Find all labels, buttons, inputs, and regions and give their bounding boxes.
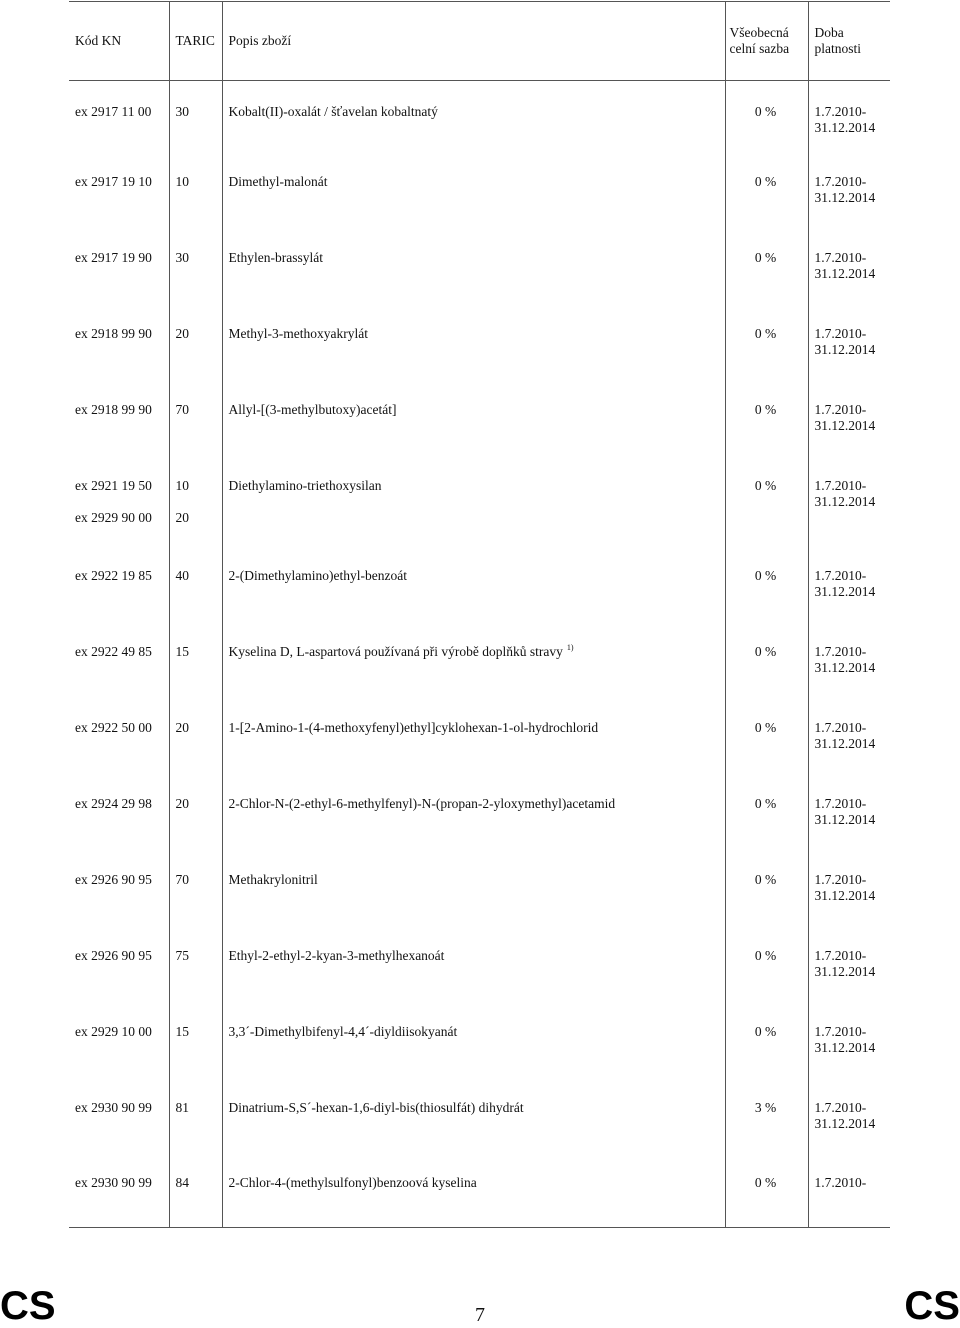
cell-kn xyxy=(69,773,169,849)
cell-kn xyxy=(69,1001,169,1077)
cell-rate xyxy=(725,81,808,151)
table-header-row xyxy=(69,2,890,81)
cell-taric xyxy=(169,227,222,303)
tariff-table xyxy=(69,1,890,1228)
cell-description xyxy=(222,545,725,621)
validity-period: 1.7.2010- 31.12.2014 xyxy=(814,173,876,205)
cell-kn xyxy=(69,379,169,455)
cell-validity xyxy=(808,773,890,849)
duty-rate: 3 % xyxy=(754,1099,777,1115)
cell-kn xyxy=(69,621,169,697)
kn-code: ex 2917 19 10 xyxy=(75,173,152,189)
cell-taric xyxy=(169,151,222,227)
kn-code: ex 2926 90 95 xyxy=(75,947,152,963)
cell-kn xyxy=(69,227,169,303)
cell-description xyxy=(222,1077,725,1152)
cell-taric xyxy=(169,621,222,697)
cell-taric xyxy=(169,379,222,455)
duty-rate: 0 % xyxy=(754,249,777,265)
kn-code: ex 2918 99 90 xyxy=(75,325,152,341)
kn-code: ex 2930 90 99 xyxy=(75,1099,152,1115)
kn-code: ex 2917 19 90 xyxy=(75,249,152,265)
cell-description xyxy=(222,621,725,697)
cell-rate xyxy=(725,227,808,303)
cell-kn xyxy=(69,1152,169,1228)
cell-validity xyxy=(808,925,890,1001)
cell-kn xyxy=(69,925,169,1001)
validity-period: 1.7.2010- 31.12.2014 xyxy=(814,795,876,827)
cell-rate xyxy=(725,151,808,227)
taric-code: 81 xyxy=(175,1099,189,1115)
cell-description xyxy=(222,1152,725,1228)
kn-code: ex 2922 19 85 xyxy=(75,567,152,583)
taric-code: 84 xyxy=(175,1174,189,1190)
cell-validity xyxy=(808,621,890,697)
cell-validity xyxy=(808,849,890,925)
goods-description: Diethylamino-triethoxysilan xyxy=(228,477,382,493)
taric-code: 40 xyxy=(175,567,189,583)
duty-rate: 0 % xyxy=(754,947,777,963)
validity-period: 1.7.2010- 31.12.2014 xyxy=(814,325,876,357)
goods-description: Dimethyl-malonát xyxy=(228,173,328,189)
validity-period: 1.7.2010- 31.12.2014 xyxy=(814,719,876,751)
validity-period: 1.7.2010- xyxy=(814,1174,867,1190)
validity-period: 1.7.2010- 31.12.2014 xyxy=(814,477,876,509)
duty-rate: 0 % xyxy=(754,477,777,493)
cell-description xyxy=(222,1001,725,1077)
duty-rate: 0 % xyxy=(754,871,777,887)
cell-kn xyxy=(69,151,169,227)
validity-period: 1.7.2010- 31.12.2014 xyxy=(814,1099,876,1131)
table-row xyxy=(69,227,890,303)
cell-validity xyxy=(808,379,890,455)
table-row xyxy=(69,925,890,1001)
cell-kn xyxy=(69,303,169,379)
table-row xyxy=(69,151,890,227)
cell-validity xyxy=(808,1152,890,1228)
table-row xyxy=(69,545,890,621)
kn-code: ex 2930 90 99 xyxy=(75,1174,152,1190)
duty-rate: 0 % xyxy=(754,104,777,119)
table-row xyxy=(69,455,890,545)
cell-rate xyxy=(725,849,808,925)
cell-description xyxy=(222,697,725,773)
cell-validity xyxy=(808,303,890,379)
cell-validity xyxy=(808,227,890,303)
kn-code: ex 2918 99 90 xyxy=(75,401,152,417)
taric-code: 10 xyxy=(175,173,189,189)
header-rate: Všeobecná celní sazba xyxy=(725,2,808,81)
footer-language-left: CS xyxy=(0,1284,56,1328)
validity-period: 1.7.2010- 31.12.2014 xyxy=(814,249,876,281)
goods-description: 2-Chlor-N-(2-ethyl-6-methylfenyl)-N-(propan-2-yloxymethyl)acetamid xyxy=(228,795,616,811)
duty-rate: 0 % xyxy=(754,325,777,341)
cell-rate xyxy=(725,1152,808,1228)
goods-description: Allyl-[(3-methylbutoxy)acetát] xyxy=(228,401,397,417)
taric-code: 70 xyxy=(175,871,189,887)
validity-period: 1.7.2010- 31.12.2014 xyxy=(814,104,876,135)
validity-period: 1.7.2010- 31.12.2014 xyxy=(814,567,876,599)
header-taric: TARIC xyxy=(169,2,222,81)
cell-description xyxy=(222,925,725,1001)
cell-rate xyxy=(725,1077,808,1152)
table-row xyxy=(69,621,890,697)
kn-code: ex 2921 19 50 xyxy=(75,477,152,493)
footer-language-right: CS xyxy=(904,1284,960,1328)
cell-taric xyxy=(169,455,222,545)
cell-taric xyxy=(169,773,222,849)
cell-validity xyxy=(808,455,890,545)
taric-code-secondary: 20 xyxy=(175,509,189,525)
cell-rate xyxy=(725,697,808,773)
table-row xyxy=(69,1001,890,1077)
cell-description xyxy=(222,151,725,227)
goods-description: 2-(Dimethylamino)ethyl-benzoát xyxy=(228,567,407,583)
duty-rate: 0 % xyxy=(754,1174,777,1190)
goods-description: Kobalt(II)-oxalát / šťavelan kobaltnatý xyxy=(228,104,438,119)
goods-description: Ethylen-brassylát xyxy=(228,249,323,265)
cell-taric xyxy=(169,697,222,773)
cell-validity xyxy=(808,545,890,621)
cell-rate xyxy=(725,303,808,379)
table-row xyxy=(69,773,890,849)
duty-rate: 0 % xyxy=(754,719,777,735)
cell-taric xyxy=(169,1077,222,1152)
taric-code: 10 xyxy=(175,477,189,493)
goods-description: 3,3´-Dimethylbifenyl-4,4´-diyldiisokyanát xyxy=(228,1023,458,1039)
duty-rate: 0 % xyxy=(754,1023,777,1039)
kn-code: ex 2924 29 98 xyxy=(75,795,152,811)
cell-taric xyxy=(169,849,222,925)
tariff-table-wrapper xyxy=(69,1,890,1228)
goods-description: 2-Chlor-4-(methylsulfonyl)benzoová kyselina xyxy=(228,1174,477,1190)
table-row xyxy=(69,697,890,773)
cell-rate xyxy=(725,621,808,697)
cell-description xyxy=(222,81,725,151)
kn-code: ex 2922 50 00 xyxy=(75,719,152,735)
cell-kn xyxy=(69,849,169,925)
cell-rate xyxy=(725,925,808,1001)
taric-code: 30 xyxy=(175,104,189,119)
table-row xyxy=(69,303,890,379)
cell-taric xyxy=(169,303,222,379)
cell-validity xyxy=(808,81,890,151)
cell-taric xyxy=(169,81,222,151)
cell-taric xyxy=(169,1152,222,1228)
cell-validity xyxy=(808,151,890,227)
header-validity: Doba platnosti xyxy=(808,2,890,81)
table-row xyxy=(69,1152,890,1228)
taric-code: 70 xyxy=(175,401,189,417)
kn-code: ex 2917 11 00 xyxy=(75,104,152,119)
kn-code: ex 2926 90 95 xyxy=(75,871,152,887)
goods-description: Dinatrium-S,S´-hexan-1,6-diyl-bis(thiosulfát) dihydrát xyxy=(228,1099,524,1115)
duty-rate: 0 % xyxy=(754,567,777,583)
taric-code: 30 xyxy=(175,249,189,265)
validity-period: 1.7.2010- 31.12.2014 xyxy=(814,871,876,903)
goods-description: Kyselina D, L-aspartová používaná při výrobě doplňků stravy xyxy=(228,643,563,659)
cell-description xyxy=(222,849,725,925)
validity-period: 1.7.2010- 31.12.2014 xyxy=(814,947,876,979)
header-kn: Kód KN xyxy=(69,2,169,81)
cell-taric xyxy=(169,545,222,621)
validity-period: 1.7.2010- 31.12.2014 xyxy=(814,401,876,433)
cell-kn xyxy=(69,455,169,545)
cell-kn xyxy=(69,81,169,151)
duty-rate: 0 % xyxy=(754,401,777,417)
taric-code: 15 xyxy=(175,1023,189,1039)
taric-code: 20 xyxy=(175,719,189,735)
footer-page-number: 7 xyxy=(475,1304,485,1326)
table-row xyxy=(69,849,890,925)
cell-validity xyxy=(808,1001,890,1077)
cell-rate xyxy=(725,379,808,455)
cell-rate xyxy=(725,773,808,849)
cell-description xyxy=(222,455,725,545)
cell-rate xyxy=(725,1001,808,1077)
cell-taric xyxy=(169,1001,222,1077)
taric-code: 15 xyxy=(175,643,189,659)
goods-description: Ethyl-2-ethyl-2-kyan-3-methylhexanoát xyxy=(228,947,445,963)
header-description: Popis zboží xyxy=(222,2,725,81)
cell-rate xyxy=(725,545,808,621)
kn-code-secondary: ex 2929 90 00 xyxy=(75,509,152,525)
table-row xyxy=(69,81,890,151)
validity-period: 1.7.2010- 31.12.2014 xyxy=(814,643,876,675)
kn-code: ex 2922 49 85 xyxy=(75,643,152,659)
cell-validity xyxy=(808,1077,890,1152)
taric-code: 20 xyxy=(175,795,189,811)
cell-description xyxy=(222,773,725,849)
cell-taric xyxy=(169,925,222,1001)
cell-description xyxy=(222,303,725,379)
cell-description xyxy=(222,227,725,303)
taric-code: 75 xyxy=(175,947,189,963)
footnote-marker: 1) xyxy=(566,642,574,652)
duty-rate: 0 % xyxy=(754,173,777,189)
cell-validity xyxy=(808,697,890,773)
duty-rate: 0 % xyxy=(754,643,777,659)
table-row xyxy=(69,379,890,455)
cell-kn xyxy=(69,697,169,773)
validity-period: 1.7.2010- 31.12.2014 xyxy=(814,1023,876,1055)
goods-description: 1-[2-Amino-1-(4-methoxyfenyl)ethyl]cyklohexan-1-ol-hydrochlorid xyxy=(228,719,599,735)
cell-kn xyxy=(69,1077,169,1152)
taric-code: 20 xyxy=(175,325,189,341)
goods-description: Methyl-3-methoxyakrylát xyxy=(228,325,368,341)
goods-description: Methakrylonitril xyxy=(228,871,318,887)
duty-rate: 0 % xyxy=(754,795,777,811)
cell-kn xyxy=(69,545,169,621)
table-row xyxy=(69,1077,890,1152)
kn-code: ex 2929 10 00 xyxy=(75,1023,152,1039)
cell-rate xyxy=(725,455,808,545)
cell-description xyxy=(222,379,725,455)
